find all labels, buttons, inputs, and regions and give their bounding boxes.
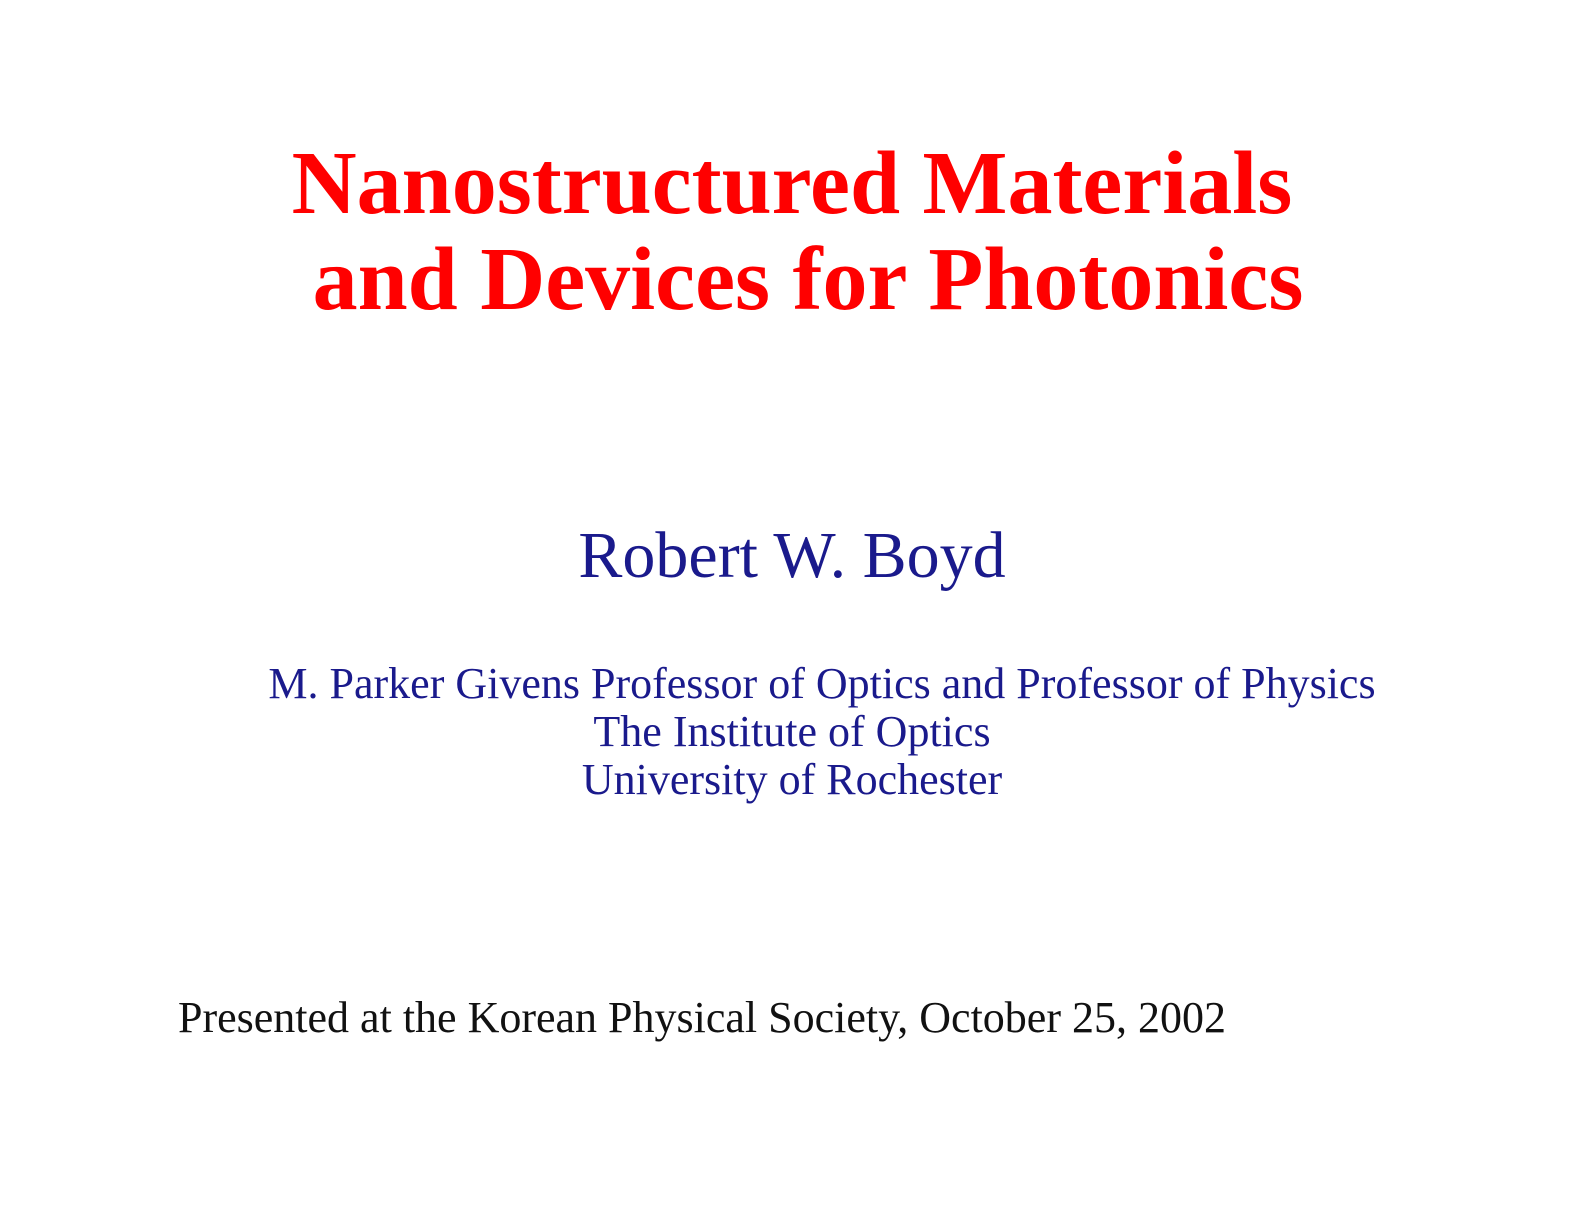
slide-title-line-2: and Devices for Photonics <box>312 230 1304 329</box>
presentation-venue-date: Presented at the Korean Physical Society, October 25, 2002 <box>178 993 1226 1042</box>
author-name: Robert W. Boyd <box>578 519 1006 592</box>
slide-title-line-1: Nanostructured Materials <box>291 134 1293 233</box>
author-university: University of Rochester <box>581 755 1003 804</box>
author-position: M. Parker Givens Professor of Optics and Professor of Physics <box>268 659 1376 708</box>
author-institute: The Institute of Optics <box>593 707 991 756</box>
